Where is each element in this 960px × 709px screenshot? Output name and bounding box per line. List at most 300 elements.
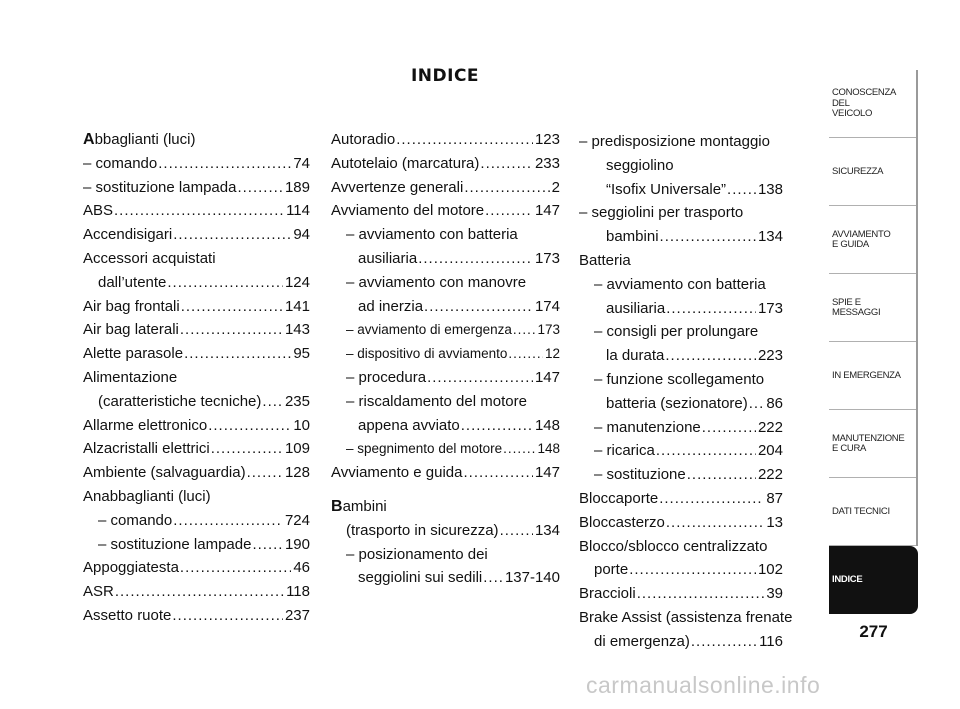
entry-text: Bloccasterzo xyxy=(579,513,665,531)
entry-text: consigli per prolungare xyxy=(606,323,759,341)
entry-term xyxy=(346,439,502,460)
leader-dots xyxy=(463,463,532,484)
entry-term xyxy=(579,584,636,605)
leader-dots xyxy=(172,606,283,627)
tab-label-line: CONOSCENZA xyxy=(832,87,897,99)
entry-page: 128 xyxy=(284,464,310,482)
entry-text: avviamento con manovre xyxy=(358,273,527,291)
tab-indice[interactable] xyxy=(829,546,918,614)
entry-text: seggiolino xyxy=(606,156,674,174)
entry-term xyxy=(83,320,179,341)
entry-text: porte xyxy=(594,561,629,579)
index-entry xyxy=(331,368,560,389)
entry-term xyxy=(98,535,251,556)
leader-dots xyxy=(418,249,533,270)
index-entry xyxy=(579,513,783,534)
entry-page: 123 xyxy=(534,131,560,148)
entry-page: 95 xyxy=(293,345,310,363)
entry-term xyxy=(83,297,180,318)
entry-text: Bloccaporte xyxy=(579,489,659,507)
entry-text: sostituzione lampade xyxy=(110,535,252,553)
entry-dash: – xyxy=(594,323,607,341)
index-entry xyxy=(579,251,783,272)
index-column-1 xyxy=(83,130,310,630)
leader-dots xyxy=(485,201,533,222)
entry-term xyxy=(346,545,488,566)
index-column-3 xyxy=(579,132,793,656)
entry-term xyxy=(83,368,177,389)
index-entry xyxy=(331,225,560,246)
leader-dots xyxy=(173,225,291,246)
index-entry xyxy=(331,463,560,484)
entry-text: sostituzione xyxy=(606,466,686,484)
tab-label-line: INDICE xyxy=(832,573,863,585)
entry-text: di emergenza) xyxy=(594,632,690,650)
index-entry xyxy=(579,180,783,201)
entry-term xyxy=(98,511,172,532)
index-entry xyxy=(83,297,310,318)
entry-page: 190 xyxy=(284,535,310,553)
entry-text: Ambiente (salvaguardia) xyxy=(83,464,246,482)
tab-avviamento-e-guida[interactable] xyxy=(829,206,918,274)
entry-text: procedura xyxy=(358,368,427,386)
entry-text: comando xyxy=(95,154,158,172)
leader-dots xyxy=(158,154,291,175)
leader-dots xyxy=(503,439,535,460)
entry-text: ausiliaria xyxy=(606,299,666,317)
entry-text: Alette parasole xyxy=(83,345,184,363)
entry-term xyxy=(579,608,792,629)
index-entry xyxy=(331,320,560,341)
leader-dots xyxy=(702,418,756,439)
entry-term xyxy=(98,273,166,294)
entry-text: bbaglianti (luci) xyxy=(94,131,196,148)
entry-text: Alimentazione xyxy=(83,368,178,386)
entry-page: 204 xyxy=(757,442,783,460)
index-entry xyxy=(331,154,560,175)
index-entry xyxy=(331,521,560,542)
entry-text: funzione scollegamento xyxy=(606,370,765,388)
leader-dots xyxy=(237,178,283,199)
entry-dash: – xyxy=(594,466,607,484)
tab-manutenzione-e-cura[interactable] xyxy=(829,410,918,478)
index-entry xyxy=(579,560,783,581)
tab-label xyxy=(832,298,880,319)
entry-text: Appoggiatesta xyxy=(83,559,179,577)
index-entry xyxy=(579,203,783,224)
entry-text: Air bag frontali xyxy=(83,297,180,315)
index-entry xyxy=(83,225,310,246)
entry-page: 86 xyxy=(766,394,783,412)
entry-term xyxy=(83,487,211,508)
entry-dash: – xyxy=(594,418,607,436)
leader-dots xyxy=(167,273,283,294)
entry-term xyxy=(606,156,674,177)
index-entry xyxy=(83,487,310,508)
entry-text: posizionamento dei xyxy=(358,545,488,563)
index-entry xyxy=(579,632,783,653)
leader-dots xyxy=(508,344,543,365)
section-tabs xyxy=(829,70,918,614)
entry-text: Avvertenze generali xyxy=(331,178,464,196)
entry-page: 114 xyxy=(286,202,310,220)
tab-label-line: IN EMERGENZA xyxy=(832,369,901,381)
entry-dash: – xyxy=(98,511,111,529)
entry-term xyxy=(606,346,664,367)
entry-dash: – xyxy=(594,275,607,293)
leader-dots xyxy=(262,392,283,413)
entry-page: 189 xyxy=(284,178,310,196)
index-entry xyxy=(579,275,783,296)
entry-page: 2 xyxy=(551,178,560,196)
entry-dash: – xyxy=(346,346,358,362)
entry-page: 223 xyxy=(757,347,783,365)
tab-label xyxy=(832,507,890,518)
entry-text: comando xyxy=(110,511,173,529)
entry-text: batteria (sezionatore) xyxy=(606,394,748,412)
entry-dash: – xyxy=(579,204,592,222)
entry-dash: – xyxy=(346,273,359,291)
index-entry xyxy=(83,344,310,365)
entry-text: spegnimento del motore xyxy=(357,441,503,457)
entry-text: Accendisigari xyxy=(83,226,173,244)
entry-text: avviamento con batteria xyxy=(606,275,766,293)
entry-text: ausiliaria xyxy=(358,249,418,267)
entry-text: ad inerzia xyxy=(358,297,424,315)
entry-page: 724 xyxy=(284,511,310,529)
entry-page: 141 xyxy=(284,297,310,315)
tab-conoscenza-del-veicolo[interactable] xyxy=(829,70,918,138)
index-entry xyxy=(83,249,310,270)
tab-label xyxy=(832,434,904,455)
leader-dots xyxy=(659,489,764,510)
entry-text: Assetto ruote xyxy=(83,606,172,624)
entry-dash: – xyxy=(594,370,607,388)
entry-text: Anabbaglianti (luci) xyxy=(83,487,211,505)
index-entry xyxy=(83,416,310,437)
entry-text: sostituzione lampada xyxy=(95,178,237,196)
entry-term xyxy=(83,201,113,222)
index-entry xyxy=(579,132,783,153)
index-entry xyxy=(579,608,793,629)
entry-page: 46 xyxy=(293,559,310,577)
leader-dots xyxy=(483,568,503,589)
entry-term xyxy=(83,178,236,199)
entry-text: Batteria xyxy=(579,251,631,269)
index-entry xyxy=(331,439,560,460)
entry-term xyxy=(579,489,658,510)
entry-page: 109 xyxy=(284,440,310,458)
entry-term xyxy=(594,275,766,296)
dropcap-letter: B xyxy=(331,497,343,515)
index-entry xyxy=(331,545,560,566)
entry-term xyxy=(346,273,526,294)
entry-text: dispositivo di avviamento xyxy=(357,346,508,362)
index-entry xyxy=(579,584,783,605)
tab-spie-e-messaggi[interactable] xyxy=(829,274,918,342)
entry-page: 134 xyxy=(534,521,560,539)
entry-term xyxy=(346,344,507,365)
entry-term xyxy=(83,344,183,365)
entry-term xyxy=(606,299,665,320)
entry-page: 174 xyxy=(534,297,560,315)
index-entry xyxy=(331,497,560,518)
entry-text: appena avviato xyxy=(358,416,460,434)
entry-term xyxy=(83,606,171,627)
index-entry xyxy=(331,130,560,151)
entry-term xyxy=(83,225,172,246)
index-entry xyxy=(83,535,310,556)
tab-label-line: VEICOLO xyxy=(832,108,873,120)
leader-dots xyxy=(180,558,291,579)
index-entry xyxy=(579,465,783,486)
entry-page: 143 xyxy=(284,321,310,339)
entry-page: 137-140 xyxy=(504,569,560,587)
entry-text: “Isofix Universale” xyxy=(606,180,727,198)
entry-text: Avviamento del motore xyxy=(331,202,485,220)
entry-dash: – xyxy=(83,178,96,196)
index-entry xyxy=(83,130,310,151)
tab-label-line: SPIE E xyxy=(832,296,861,308)
watermark: carmanualsonline.info xyxy=(586,672,821,698)
leader-dots xyxy=(114,201,284,222)
entry-page: 94 xyxy=(293,226,310,244)
entry-term xyxy=(579,513,665,534)
leader-dots xyxy=(208,416,291,437)
entry-page: 147 xyxy=(534,464,560,482)
tab-dati-tecnici[interactable] xyxy=(829,478,918,546)
leader-dots xyxy=(660,227,756,248)
leader-dots xyxy=(464,178,549,199)
index-entry xyxy=(579,489,783,510)
leader-dots xyxy=(691,632,757,653)
entry-term xyxy=(606,394,748,415)
entry-page: 148 xyxy=(534,416,560,434)
index-entry xyxy=(331,297,560,318)
entry-text: bambini xyxy=(606,228,659,246)
leader-dots xyxy=(666,513,764,534)
entry-page: 173 xyxy=(537,322,560,338)
entry-term xyxy=(358,297,423,318)
tab-sicurezza[interactable] xyxy=(829,138,918,206)
entry-page: 235 xyxy=(284,392,310,410)
entry-term xyxy=(594,370,764,391)
entry-page: 138 xyxy=(757,180,783,198)
entry-dash: – xyxy=(83,154,96,172)
entry-term xyxy=(331,154,479,175)
leader-dots xyxy=(181,297,283,318)
index-entry xyxy=(331,568,560,589)
entry-term xyxy=(579,203,743,224)
leader-dots xyxy=(184,344,291,365)
tab-label-line: DEL xyxy=(832,97,850,109)
entry-term xyxy=(346,521,499,542)
entry-term xyxy=(83,558,179,579)
entry-page: 173 xyxy=(534,249,560,267)
leader-dots xyxy=(211,439,283,460)
entry-page: 148 xyxy=(537,441,560,457)
tab-label xyxy=(832,371,901,382)
tab-label-line: SICUREZZA xyxy=(832,165,884,177)
leader-dots xyxy=(513,320,536,341)
entry-term xyxy=(594,560,628,581)
entry-term xyxy=(579,251,631,272)
tab-in-emergenza[interactable] xyxy=(829,342,918,410)
entry-term xyxy=(331,178,463,199)
index-entry xyxy=(83,320,310,341)
page-title: INDICE xyxy=(410,66,480,86)
entry-text: predisposizione montaggio xyxy=(591,133,770,150)
entry-dash: – xyxy=(346,226,359,244)
index-entry xyxy=(83,392,310,413)
index-entry xyxy=(331,416,560,437)
entry-term xyxy=(331,497,387,518)
index-column-2 xyxy=(331,130,560,592)
tab-label-line: DATI TECNICI xyxy=(832,505,890,517)
tab-label-line: E GUIDA xyxy=(832,239,869,250)
index-entry xyxy=(83,606,310,627)
index-entry xyxy=(83,178,310,199)
entry-page: 134 xyxy=(757,228,783,246)
index-entry xyxy=(579,322,783,343)
dropcap-letter: A xyxy=(83,131,95,148)
entry-term xyxy=(594,418,701,439)
entry-text: Alzacristalli elettrici xyxy=(83,440,210,458)
leader-dots xyxy=(252,535,283,556)
entry-term xyxy=(83,154,157,175)
entry-term xyxy=(358,249,417,270)
tab-label-line: AVVIAMENTO xyxy=(832,228,891,240)
entry-term xyxy=(579,132,770,153)
index-entry xyxy=(83,558,310,579)
entry-dash: – xyxy=(346,441,358,457)
index-entry xyxy=(83,273,310,294)
entry-page: 116 xyxy=(759,632,783,650)
entry-page: 87 xyxy=(766,489,783,507)
entry-page: 118 xyxy=(286,583,310,601)
index-entry xyxy=(83,201,310,222)
entry-page: 173 xyxy=(757,299,783,317)
index-entry xyxy=(579,537,783,558)
index-entry xyxy=(331,344,560,365)
leader-dots xyxy=(461,416,533,437)
index-entry xyxy=(579,441,783,462)
entry-term xyxy=(346,392,527,413)
index-entry xyxy=(331,392,560,413)
entry-term xyxy=(83,416,207,437)
entry-page: 13 xyxy=(766,513,783,531)
leader-dots xyxy=(665,346,756,367)
index-entry xyxy=(331,201,560,222)
entry-text: dall’utente xyxy=(98,273,167,291)
entry-text: riscaldamento del motore xyxy=(358,392,527,410)
index-entry xyxy=(579,227,783,248)
leader-dots xyxy=(500,521,533,542)
entry-term xyxy=(606,227,659,248)
index-entry xyxy=(579,394,783,415)
index-entry xyxy=(83,439,310,460)
tab-label xyxy=(832,575,862,586)
leader-dots xyxy=(424,297,533,318)
page-number: 277 xyxy=(859,622,888,641)
leader-dots xyxy=(115,582,284,603)
entry-page: 222 xyxy=(757,466,783,484)
tab-label xyxy=(832,88,896,120)
entry-dash: – xyxy=(98,535,111,553)
entry-text: la durata xyxy=(606,347,665,365)
leader-dots xyxy=(637,584,765,605)
entry-text: (trasporto in sicurezza) xyxy=(346,521,499,539)
leader-dots xyxy=(749,394,765,415)
index-entry xyxy=(83,511,310,532)
entry-term xyxy=(594,441,655,462)
index-entry xyxy=(83,463,310,484)
leader-dots xyxy=(247,463,283,484)
entry-term xyxy=(594,632,690,653)
entry-text: Autoradio xyxy=(331,131,396,148)
entry-text: (caratteristiche tecniche) xyxy=(98,392,262,410)
entry-text: Allarme elettronico xyxy=(83,416,208,434)
entry-page: 39 xyxy=(766,585,783,603)
leader-dots xyxy=(173,511,283,532)
entry-term xyxy=(331,463,462,484)
entry-page: 237 xyxy=(284,606,310,624)
entry-term xyxy=(331,130,395,151)
entry-text: seggiolini per trasporto xyxy=(591,204,744,222)
entry-page: 233 xyxy=(534,154,560,172)
index-entry xyxy=(83,368,310,389)
entry-text: manutenzione xyxy=(606,418,701,436)
tab-label-line: E CURA xyxy=(832,443,867,454)
leader-dots xyxy=(396,130,533,151)
entry-page: 74 xyxy=(293,154,310,172)
leader-dots xyxy=(629,560,756,581)
entry-dash: – xyxy=(579,133,592,150)
tab-label xyxy=(832,230,890,251)
entry-term xyxy=(346,320,512,341)
index-entry xyxy=(83,154,310,175)
entry-page: 102 xyxy=(757,561,783,579)
leader-dots xyxy=(480,154,533,175)
index-entry xyxy=(579,370,783,391)
leader-dots xyxy=(687,465,756,486)
tab-label xyxy=(832,167,883,178)
entry-text: ASR xyxy=(83,583,114,601)
entry-term xyxy=(606,180,726,201)
entry-text: ABS xyxy=(83,202,114,220)
entry-text: ricarica xyxy=(606,442,655,460)
entry-page: 10 xyxy=(293,416,310,434)
entry-text: avviamento di emergenza xyxy=(357,322,512,338)
entry-dash: – xyxy=(346,322,358,338)
entry-text: Blocco/sblocco centralizzato xyxy=(579,537,768,555)
leader-dots xyxy=(656,441,756,462)
tab-label-line: MANUTENZIONE xyxy=(832,432,905,444)
index-entry xyxy=(579,418,783,439)
tab-label-line: MESSAGGI xyxy=(832,307,881,318)
index-entry xyxy=(579,299,783,320)
entry-term xyxy=(83,582,114,603)
entry-text: Autotelaio (marcatura) xyxy=(331,154,480,172)
entry-term xyxy=(83,439,210,460)
entry-term xyxy=(331,201,484,222)
entry-page: 147 xyxy=(534,368,560,386)
entry-term xyxy=(346,225,518,246)
entry-text: Braccioli xyxy=(579,585,636,603)
index-spacer xyxy=(331,487,560,497)
leader-dots xyxy=(180,320,283,341)
entry-dash: – xyxy=(346,368,359,386)
